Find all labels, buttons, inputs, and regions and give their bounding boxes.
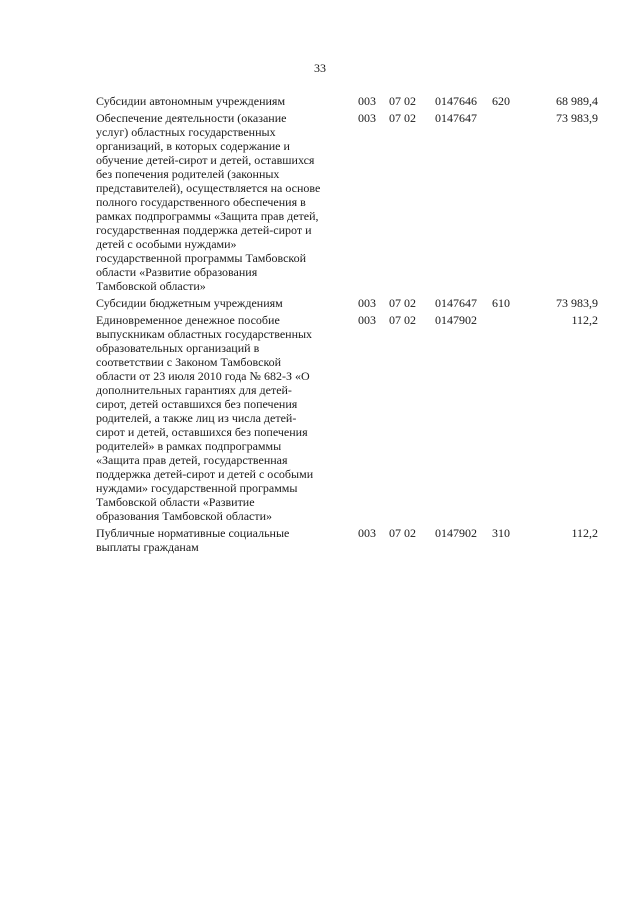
target-article-code: 0147647 [435,296,477,310]
section-code: 07 02 [389,94,416,108]
ministry-code: 003 [358,313,376,327]
row-description: Обеспечение деятельности (оказание услуг) областных государственных организаций, в которых содержание и обучение детей-сирот и детей, оставшихся без попечения родителей (законных представителей), осуществляется на основе полного государственного обеспечения в рамках подпрограммы «Защита прав детей, государственная поддержка детей-сирот и детей с особыми нуждами» государственной программы Тамбовской области «Развитие образования Тамбовской области» [96,111,321,293]
table-row [96,296,602,310]
amount: 73 983,9 [556,111,598,125]
ministry-code: 003 [358,94,376,108]
target-article-code: 0147647 [435,111,477,125]
expense-type-code: 620 [492,94,510,108]
target-article-code: 0147902 [435,526,477,540]
amount: 112,2 [571,526,598,540]
row-description: Публичные нормативные социальные выплаты гражданам [96,526,290,554]
ministry-code: 003 [358,526,376,540]
section-code: 07 02 [389,296,416,310]
expense-type-code: 310 [492,526,510,540]
amount: 73 983,9 [556,296,598,310]
row-description: Субсидии автономным учреждениям [96,94,286,108]
ministry-code: 003 [358,296,376,310]
table-row [96,94,602,108]
ministry-code: 003 [358,111,376,125]
budget-table [96,94,602,557]
page-number: 33 [314,61,326,75]
table-row [96,313,602,523]
row-description: Субсидии бюджетным учреждениям [96,296,283,310]
row-description: Единовременное денежное пособие выпускникам областных государственных образовательных организаций в соответствии с Законом Тамбовской области от 23 июля 2010 года № 682-З «О дополнительных гарантиях для детей- сирот, детей оставшихся без попечения родителей, а также лиц из числа детей- сирот и детей, оставшихся без попечения родителей» в рамках подпрограммы «Защита прав детей, государственная поддержка детей-сирот и детей с особыми нуждами» государственной программы Тамбовской области «Развитие образования Тамбовской области» [96,313,314,523]
section-code: 07 02 [389,313,416,327]
section-code: 07 02 [389,526,416,540]
section-code: 07 02 [389,111,416,125]
table-row [96,526,602,554]
expense-type-code: 610 [492,296,510,310]
target-article-code: 0147902 [435,313,477,327]
amount: 68 989,4 [556,94,598,108]
amount: 112,2 [571,313,598,327]
table-row [96,111,602,293]
target-article-code: 0147646 [435,94,477,108]
